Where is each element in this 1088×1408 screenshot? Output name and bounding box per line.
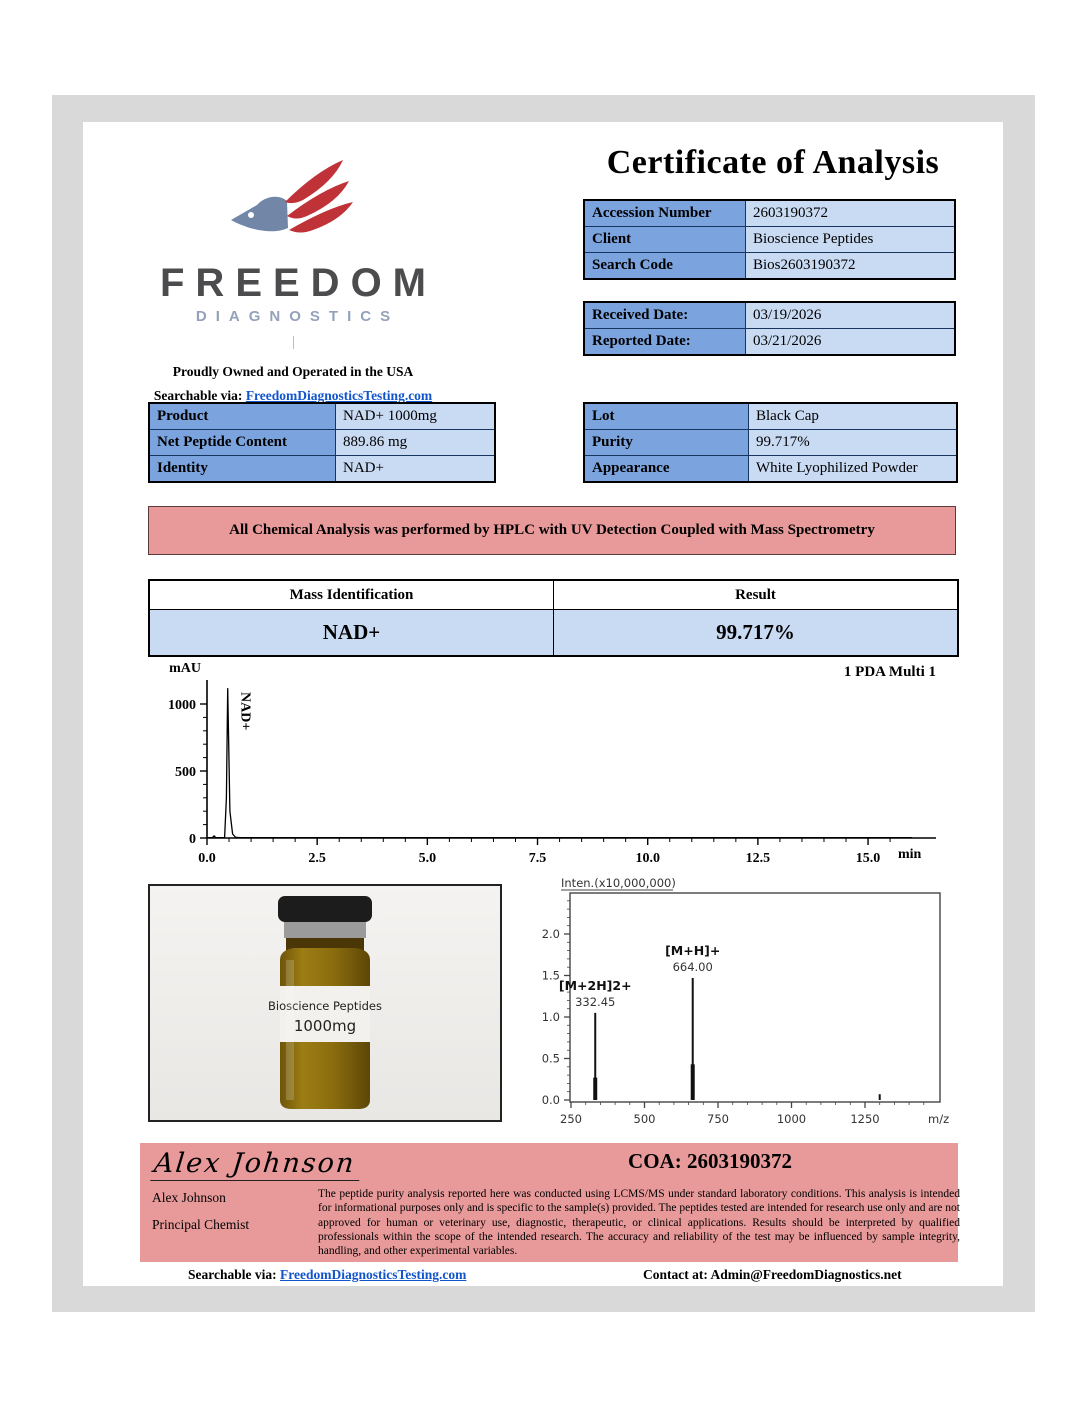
row-value: NAD+ 1000mg [336,403,496,430]
mass-spectrum-chart [513,874,958,1142]
row-value: 03/21/2026 [746,329,956,356]
svg-text:10.0: 10.0 [635,851,660,866]
signer-title: Principal Chemist [152,1217,250,1232]
svg-text:500: 500 [175,765,196,780]
svg-text:1 PDA Multi 1: 1 PDA Multi 1 [843,664,936,680]
svg-text:mAU: mAU [169,662,201,676]
row-label: Lot [584,403,749,430]
hplc-chromatogram [143,662,943,877]
svg-text:0.5: 0.5 [541,1051,560,1066]
table-row [584,200,955,227]
row-label: Identity [149,456,336,483]
svg-text:m/z: m/z [928,1112,950,1126]
svg-text:1.5: 1.5 [541,968,560,983]
searchable-label: Searchable via: [153,388,246,403]
svg-text:Inten.(x10,000,000): Inten.(x10,000,000) [561,876,676,890]
coa-number: COA: 2603190372 [628,1149,792,1173]
row-label: Appearance [584,456,749,483]
mass-identification-table [148,579,959,657]
mass-id-value: NAD+ [149,610,554,657]
row-label: Net Peptide Content [149,430,336,456]
logo-subtitle: DIAGNOSTICS [195,308,400,325]
logo-divider [293,336,294,349]
svg-text:500: 500 [633,1112,656,1126]
footer-searchable-link[interactable]: FreedomDiagnosticsTesting.com [280,1267,467,1282]
row-label: Search Code [584,253,746,280]
svg-text:5.0: 5.0 [418,851,437,866]
page-title: Certificate of Analysis [606,144,940,181]
row-value: Black Cap [749,403,958,430]
svg-text:750: 750 [707,1112,729,1126]
table-row [149,580,958,610]
svg-text:15.0: 15.0 [855,851,881,866]
signature-section [140,1143,958,1262]
row-value: 99.717% [749,430,958,456]
row-value: 889.86 mg [336,430,496,456]
disclaimer-text: The peptide purity analysis reported here was conducted using LCMS/MS under standard laboratory conditions. This analysis is intended for informational purposes only and is specific to the sample(s) provided. The peptides tested are intended for research use only and are not approved for human or veterinary use, diagnostic, therapeutic, or clinical applications. Results should be interpreted by qualified professionals within the scope of the intended research. The accuracy and reliability of the test may be influenced by sample integrity, handling, and other experimental variables. [318,1188,960,1257]
row-value: White Lyophilized Powder [749,456,958,483]
table-row [149,430,495,456]
logo-name: FREEDOM [160,261,437,305]
svg-text:0.0: 0.0 [541,1093,560,1107]
svg-text:332.45: 332.45 [575,994,616,1009]
table-row [584,456,957,483]
svg-text:[M+2H]2+: [M+2H]2+ [558,977,632,993]
signature-script: Alex Johnson [150,1148,363,1181]
footer-contact: Contact at: Admin@FreedomDiagnostics.net [643,1267,902,1282]
svg-text:664.00: 664.00 [672,959,713,974]
column-header: Result [554,580,959,610]
svg-text:min: min [898,847,922,862]
svg-text:1000: 1000 [168,698,196,713]
accession-table [583,199,956,280]
svg-text:NAD+: NAD+ [237,692,253,731]
svg-text:12.5: 12.5 [745,851,771,866]
table-row [149,403,495,430]
signer-name: Alex Johnson [152,1190,226,1205]
table-row [584,227,955,253]
footer-searchable-label: Searchable via: [188,1267,280,1282]
table-row [149,456,495,483]
row-value: 2603190372 [746,200,956,227]
result-value: 99.717% [554,610,959,657]
svg-text:0: 0 [189,832,196,847]
svg-text:2.5: 2.5 [308,851,326,866]
svg-text:2.0: 2.0 [541,927,560,941]
lot-table [583,402,958,483]
svg-text:250: 250 [560,1112,582,1126]
svg-text:7.5: 7.5 [528,851,547,866]
svg-text:1000: 1000 [776,1112,807,1126]
table-row [584,430,957,456]
table-row [149,610,958,657]
svg-text:1250: 1250 [850,1112,880,1126]
vial-label-line1: Bioscience Peptides [267,999,383,1013]
table-row [584,403,957,430]
vial-label-line2: 1000mg [293,1017,357,1035]
svg-text:0.0: 0.0 [198,851,216,866]
product-photo-box [148,884,502,1122]
row-label: Product [149,403,336,430]
row-label: Accession Number [584,200,746,227]
row-value: Bioscience Peptides [746,227,956,253]
column-header: Mass Identification [149,580,554,610]
table-row [584,253,955,280]
table-row [584,329,955,356]
row-value: 03/19/2026 [746,302,956,329]
dates-table [583,301,956,356]
svg-text:[M+H]+: [M+H]+ [665,942,721,958]
svg-text:1.0: 1.0 [541,1010,560,1024]
row-value: NAD+ [336,456,496,483]
product-table [148,402,496,483]
row-label: Received Date: [584,302,746,329]
searchable-link[interactable]: FreedomDiagnosticsTesting.com [245,388,433,403]
eagle-logo-icon [227,158,359,258]
footer-searchable [188,1267,466,1283]
row-label: Purity [584,430,749,456]
logo-block [103,158,483,404]
table-row [584,302,955,329]
tagline: Proudly Owned and Operated in the USA [172,364,414,379]
row-value: Bios2603190372 [746,253,956,280]
method-banner: All Chemical Analysis was performed by HPLC with UV Detection Coupled with Mass Spectrometry [148,506,956,555]
vial-image [250,894,400,1112]
certificate-page [83,122,1003,1286]
row-label: Reported Date: [584,329,746,356]
row-label: Client [584,227,746,253]
